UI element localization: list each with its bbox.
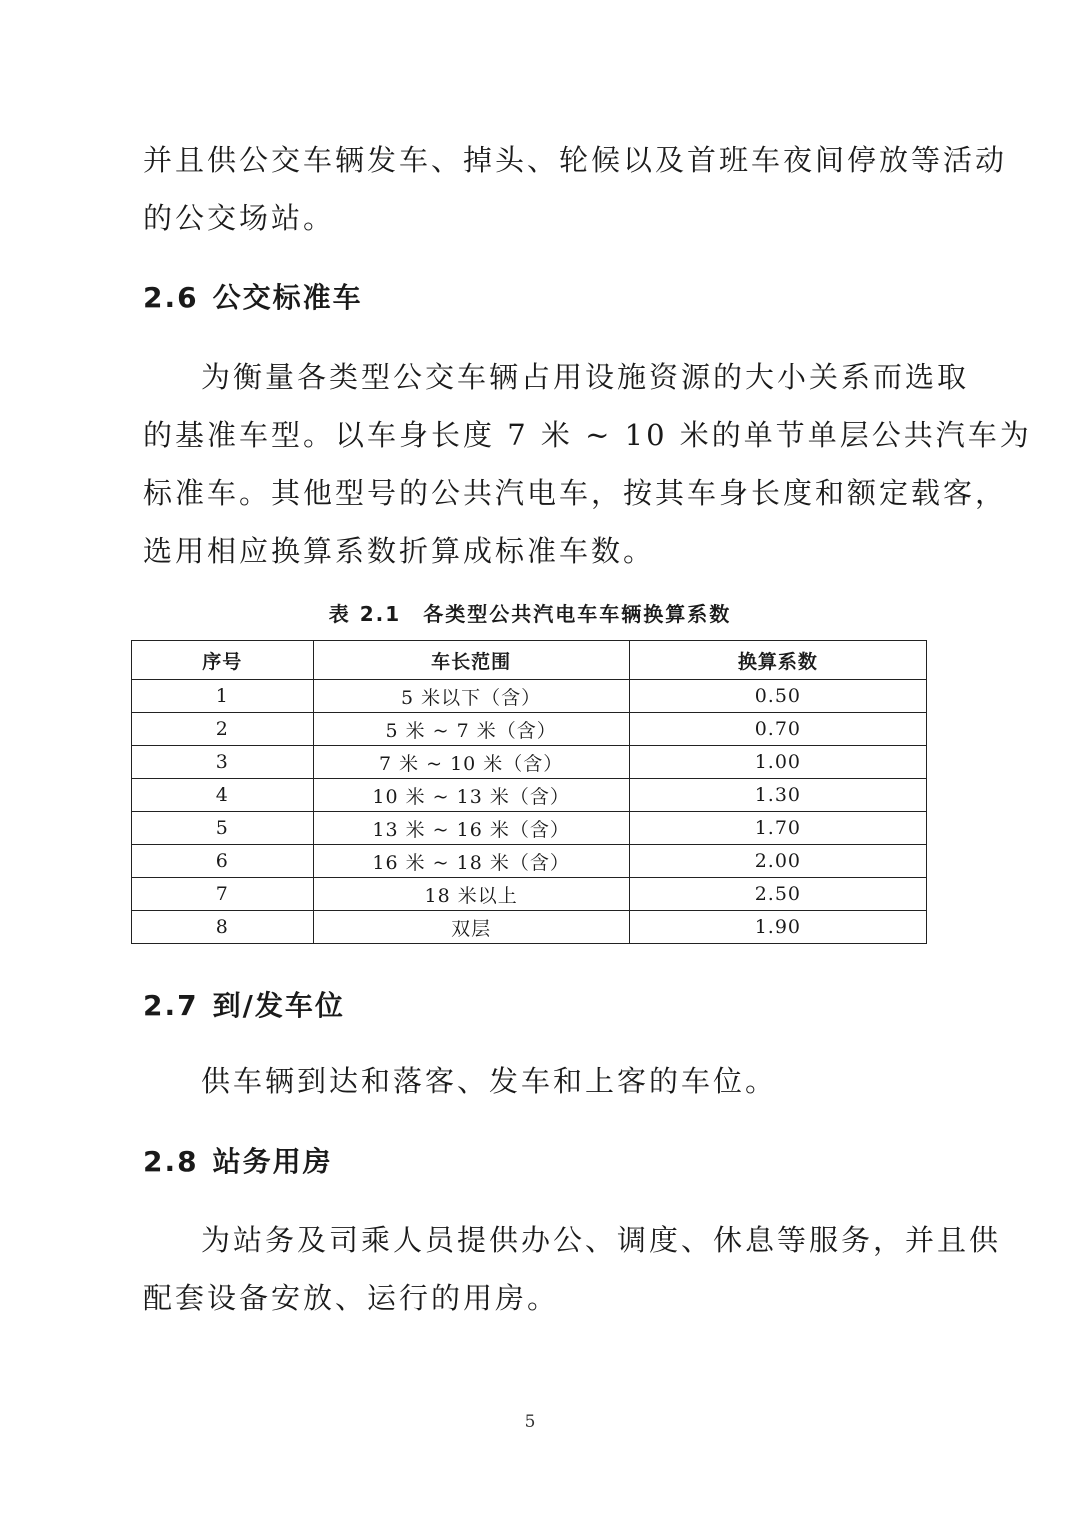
table-row: [132, 812, 927, 845]
table-row: [132, 845, 927, 878]
cell-index: 1: [132, 680, 314, 713]
paragraph-line: 的基准车型。以车身长度 7 米 ~ 10 米的单节单层公共汽车为: [143, 418, 1032, 452]
cell-length-range: 7 米 ~ 10 米（含）: [313, 746, 629, 779]
paragraph-line: 选用相应换算系数折算成标准车数。: [143, 534, 656, 568]
cell-index: 4: [132, 779, 314, 812]
cell-coefficient: 0.50: [629, 680, 926, 713]
cell-length-range: 5 米 ~ 7 米（含）: [313, 713, 629, 746]
table-caption-label: 表 2.1: [328, 602, 402, 626]
table-header-row: [132, 641, 927, 680]
cell-coefficient: 1.90: [629, 911, 926, 944]
paragraph-line: 并且供公交车辆发车、掉头、轮候以及首班车夜间停放等活动: [143, 143, 1008, 177]
cell-coefficient: 2.50: [629, 878, 926, 911]
cell-length-range: 13 米 ~ 16 米（含）: [313, 812, 629, 845]
section-title: 公交标准车: [212, 281, 363, 314]
paragraph-line: 的公交场站。: [143, 201, 336, 235]
header-cell-length-range: 车长范围: [313, 641, 629, 680]
table-row: [132, 911, 927, 944]
paragraph-line: 为衡量各类型公交车辆占用设施资源的大小关系而选取: [201, 360, 970, 394]
cell-index: 6: [132, 845, 314, 878]
cell-coefficient: 2.00: [629, 845, 926, 878]
paragraph-line: 标准车。其他型号的公共汽电车，按其车身长度和额定载客，: [143, 476, 1008, 510]
paragraph-line: 供车辆到达和落客、发车和上客的车位。: [201, 1064, 778, 1098]
header-cell-coefficient: 换算系数: [629, 641, 926, 680]
table-caption: [0, 598, 1060, 627]
section-2-7-paragraph: [143, 1052, 943, 1110]
cell-index: 8: [132, 911, 314, 944]
section-number: 2.7: [143, 989, 199, 1022]
section-2-8-paragraph: [143, 1211, 1002, 1327]
section-heading-2-8: [143, 1140, 333, 1180]
section-number: 2.8: [143, 1145, 199, 1178]
table-row: [132, 878, 927, 911]
section-number: 2.6: [143, 281, 199, 314]
table-caption-text: 各类型公共汽电车车辆换算系数: [423, 602, 732, 626]
cell-index: 3: [132, 746, 314, 779]
cell-coefficient: 1.00: [629, 746, 926, 779]
header-cell-index: 序号: [132, 641, 314, 680]
cell-coefficient: 1.30: [629, 779, 926, 812]
cell-length-range: 5 米以下（含）: [313, 680, 629, 713]
cell-length-range: 10 米 ~ 13 米（含）: [313, 779, 629, 812]
cell-length-range: 双层: [313, 911, 629, 944]
section-title: 站务用房: [212, 1145, 333, 1178]
cell-length-range: 18 米以上: [313, 878, 629, 911]
cell-index: 5: [132, 812, 314, 845]
intro-paragraph: [143, 131, 1008, 247]
paragraph-line: 为站务及司乘人员提供办公、调度、休息等服务，并且供: [201, 1223, 1002, 1257]
section-heading-2-7: [143, 984, 345, 1024]
section-title: 到/发车位: [212, 989, 345, 1022]
table-row: [132, 680, 927, 713]
cell-coefficient: 0.70: [629, 713, 926, 746]
cell-length-range: 16 米 ~ 18 米（含）: [313, 845, 629, 878]
conversion-table: [131, 640, 927, 944]
cell-index: 2: [132, 713, 314, 746]
cell-index: 7: [132, 878, 314, 911]
paragraph-line: 配套设备安放、运行的用房。: [143, 1281, 560, 1315]
table-row: [132, 713, 927, 746]
section-heading-2-6: [143, 276, 363, 316]
section-2-6-paragraph: [143, 348, 1032, 580]
table-row: [132, 779, 927, 812]
page-number: 5: [524, 1412, 536, 1432]
cell-coefficient: 1.70: [629, 812, 926, 845]
table-row: [132, 746, 927, 779]
